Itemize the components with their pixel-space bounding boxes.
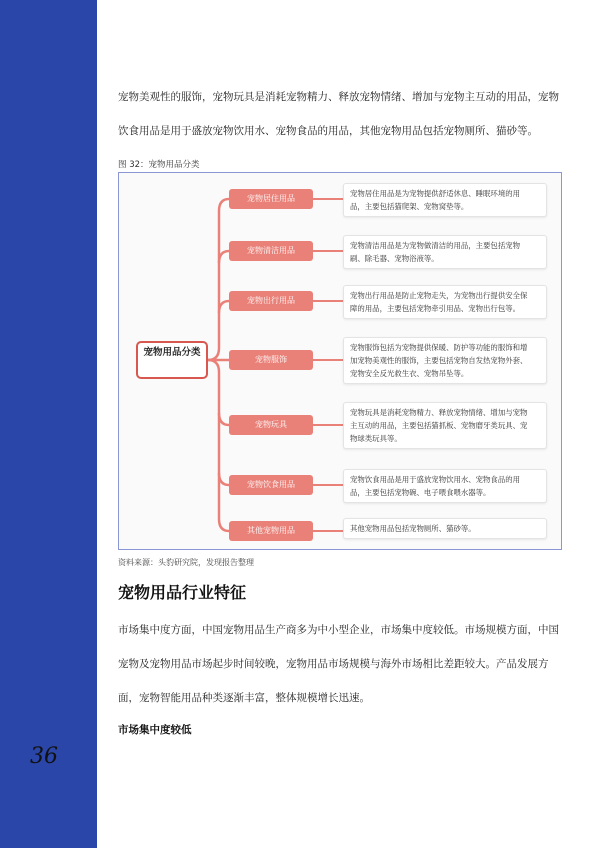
leaf-line: 宠物服饰包括为宠物提供保暖、防护等功能的服饰和增 (350, 343, 528, 352)
leaf-node-cleaning (343, 235, 547, 269)
intro-line: 饮食用品是用于盛放宠物饮用水、宠物食品的用品，其他宠物用品包括宠物厕所、猫砂等。 (118, 125, 538, 137)
branch-node-other: 其他宠物用品 (229, 521, 313, 541)
leaf-line: 障的用品，主要包括宠物牵引用品、宠物出行包等。 (350, 304, 520, 313)
connector-branch-1 (208, 199, 229, 360)
root-node: 宠物用品分类 (136, 341, 208, 379)
connector-branch-7 (219, 413, 229, 531)
mind-map-figure (118, 172, 562, 550)
leaf-node-feeding (343, 469, 547, 503)
intro-line: 宠物美观性的服饰，宠物玩具是消耗宠物精力、释放宠物情绪、增加与宠物主互动的用品，宠物 (118, 91, 559, 103)
branch-node-living: 宠物居住用品 (229, 189, 313, 209)
leaf-line: 加宠物美观性的服饰，主要包括宠物自发热宠物外套、 (350, 356, 528, 365)
leaf-node-travel (343, 285, 547, 319)
section-line: 面，宠物智能用品种类逐渐丰富，整体规模增长迅速。 (118, 692, 370, 704)
page-number: 36 (30, 744, 58, 769)
leaf-node-toys (343, 402, 547, 449)
branch-node-cleaning: 宠物清洁用品 (229, 241, 313, 261)
figure-caption: 图 32：宠物用品分类 (118, 160, 200, 170)
leaf-node-apparel (343, 337, 547, 384)
leaf-line: 宠物清洁用品是为宠物做清洁的用品，主要包括宠物 (350, 241, 520, 250)
branch-node-apparel: 宠物服饰 (229, 350, 313, 370)
branch-node-travel: 宠物出行用品 (229, 291, 313, 311)
section-paragraph (118, 613, 568, 715)
leaf-line: 宠物玩具是消耗宠物精力、释放宠物情绪、增加与宠物 (350, 408, 528, 417)
leaf-line: 物球类玩具等。 (350, 434, 402, 443)
leaf-node-living (343, 183, 547, 217)
section-heading: 宠物用品行业特征 (118, 583, 247, 602)
intro-paragraph (118, 80, 568, 148)
leaf-line: 宠物安全反光救生衣、宠物吊坠等。 (350, 369, 469, 378)
side-color-bar (0, 0, 97, 848)
section-line: 宠物及宠物用品市场起步时间较晚，宠物用品市场规模与海外市场相比差距较大。产品发展方 (118, 658, 549, 670)
branch-node-toys: 宠物玩具 (229, 415, 313, 435)
figure-source: 资料来源：头豹研究院，发现报告整理 (118, 558, 254, 567)
leaf-line: 品，主要包括宠物碗、电子喂食喂水器等。 (350, 488, 491, 497)
branch-node-feeding: 宠物饮食用品 (229, 475, 313, 495)
leaf-line: 宠物居住用品是为宠物提供舒适休息、睡眠环境的用 (350, 189, 520, 198)
leaf-node-other (343, 518, 547, 539)
leaf-line: 刷、除毛器、宠物浴液等。 (350, 254, 439, 263)
leaf-line: 其他宠物用品包括宠物厕所、猫砂等。 (350, 524, 476, 533)
leaf-line: 宠物出行用品是防止宠物走失，为宠物出行提供安全保 (350, 291, 528, 300)
section-line: 市场集中度方面，中国宠物用品生产商多为中小型企业，市场集中度较低。市场规模方面，中国 (118, 624, 559, 636)
connector-branch-6 (219, 473, 229, 485)
leaf-line: 主互动的用品，主要包括猫抓板、宠物磨牙类玩具、宠 (350, 421, 528, 430)
subsection-heading: 市场集中度较低 (118, 724, 192, 736)
connector-branch-2 (219, 251, 229, 263)
leaf-line: 宠物饮食用品是用于盛放宠物饮用水、宠物食品的用 (350, 475, 520, 484)
connector-branch-3 (219, 301, 229, 313)
leaf-line: 品，主要包括猫爬架、宠物窝垫等。 (350, 202, 469, 211)
